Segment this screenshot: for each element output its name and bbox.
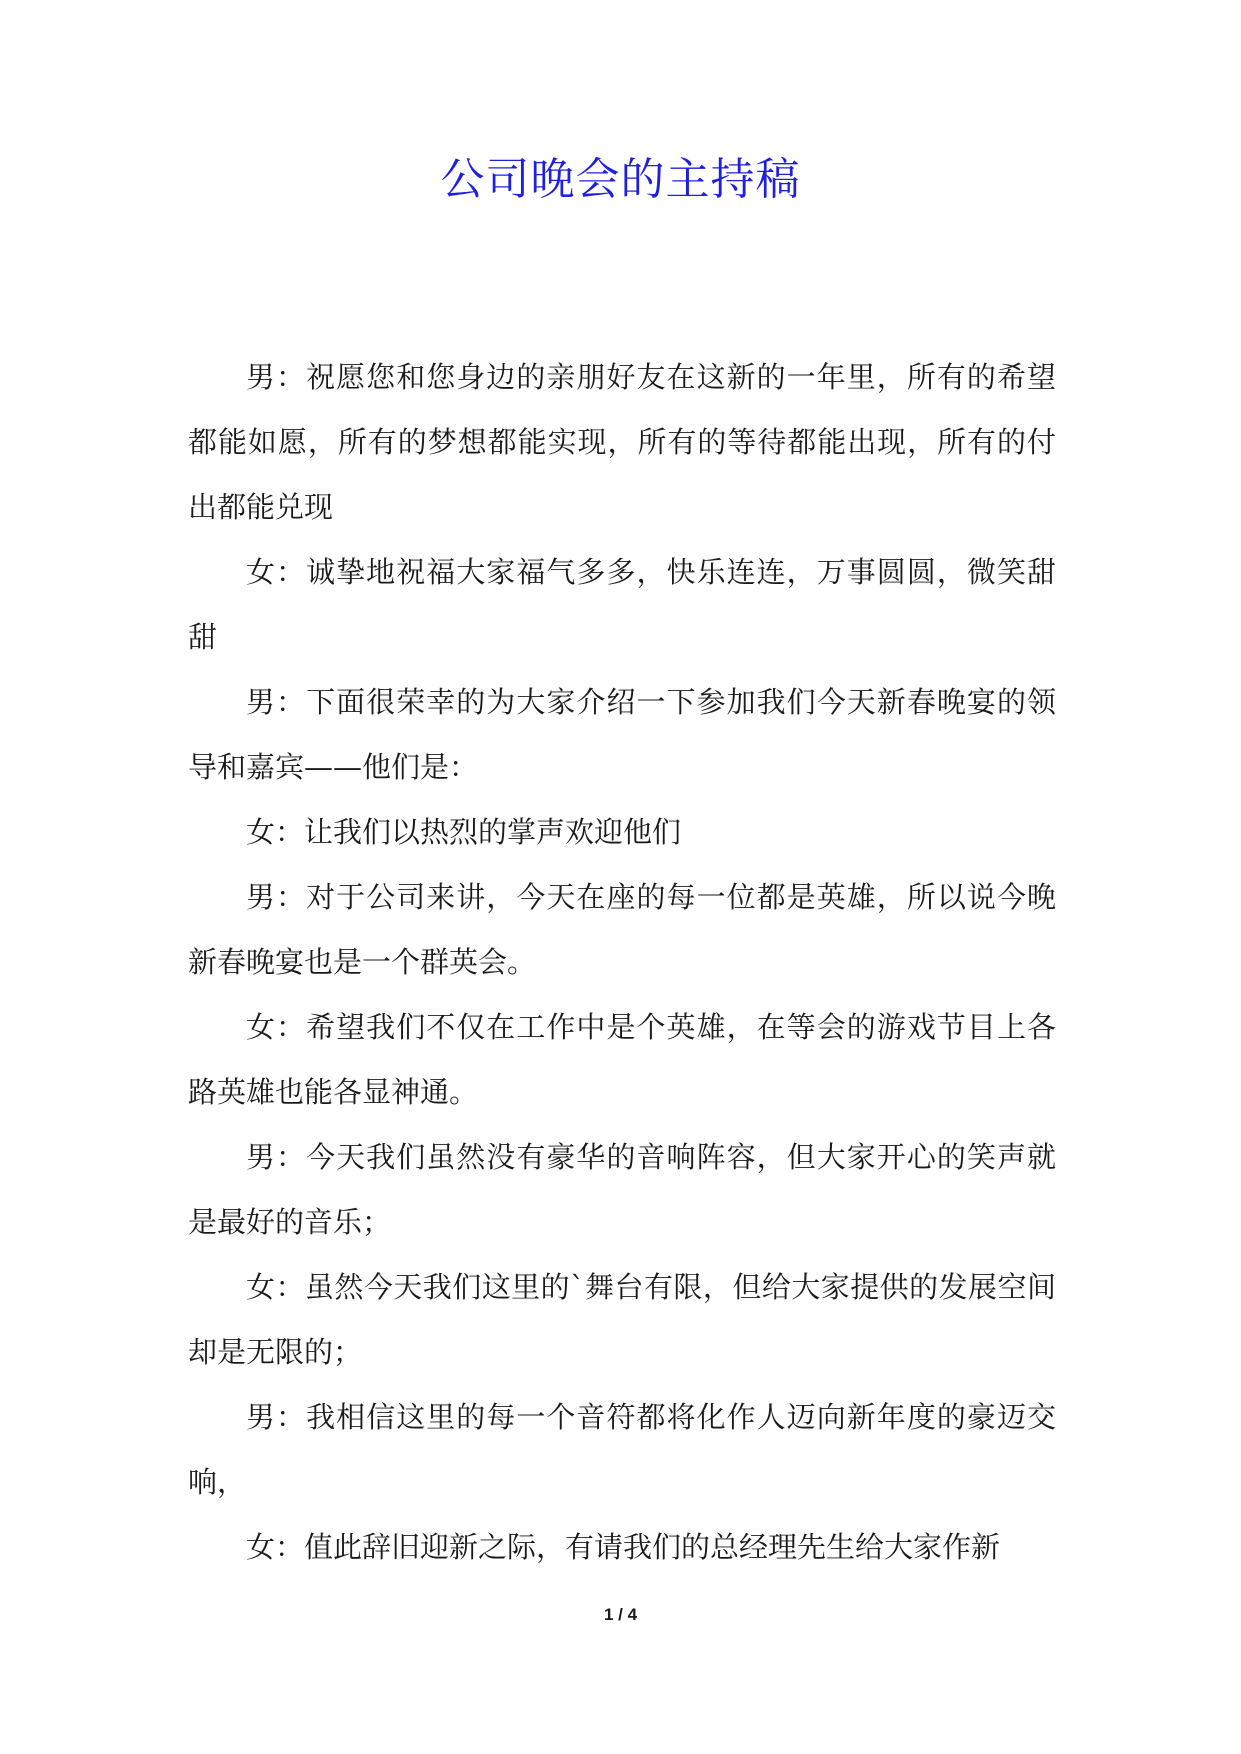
paragraph: 女：值此辞旧迎新之际，有请我们的总经理先生给大家作新 [246,1530,1001,1564]
page-number: 1 / 4 [603,1605,638,1624]
paragraph: 男：对于公司来讲，今天在座的每一位都是英雄，所以说今晚新春晚宴也是一个群英会。 [188,880,1056,979]
document-body [188,345,1056,1580]
paragraph: 男：祝愿您和您身边的亲朋好友在这新的一年里，所有的希望都能如愿，所有的梦想都能实现，所有的等待都能出现，所有的付出都能兑现 [188,360,1056,524]
paragraph: 女：虽然今天我们这里的`舞台有限，但给大家提供的发展空间却是无限的； [188,1270,1056,1369]
paragraph: 男：今天我们虽然没有豪华的音响阵容，但大家开心的笑声就是最好的音乐； [188,1140,1056,1239]
document-title: 公司晚会的主持稿 [440,154,801,205]
paragraph: 男：我相信这里的每一个音符都将化作人迈向新年度的豪迈交响， [188,1400,1056,1499]
paragraph: 女：让我们以热烈的掌声欢迎他们 [246,815,682,849]
paragraph: 女：诚挚地祝福大家福气多多，快乐连连，万事圆圆，微笑甜甜 [188,555,1056,654]
paragraph: 女：希望我们不仅在工作中是个英雄，在等会的游戏节目上各路英雄也能各显神通。 [188,1010,1056,1109]
paragraph: 男：下面很荣幸的为大家介绍一下参加我们今天新春晚宴的领导和嘉宾——他们是： [188,685,1056,784]
